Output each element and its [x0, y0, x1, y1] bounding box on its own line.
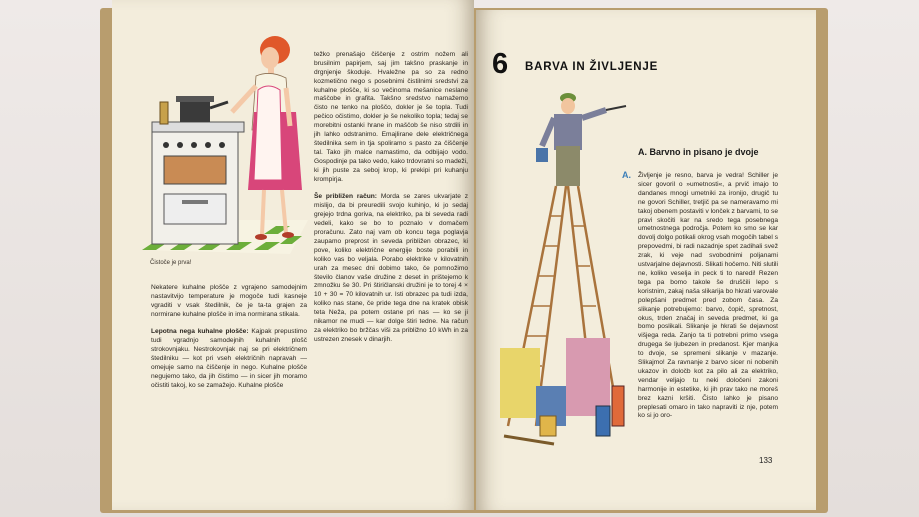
painter-figure	[536, 93, 626, 186]
page-number: 133	[759, 456, 773, 465]
woman-figure	[232, 36, 302, 240]
chapter-title: BARVA IN ŽIVLJENJE	[525, 61, 659, 73]
stove	[152, 122, 244, 244]
paint-supplies	[500, 338, 624, 444]
paragraph-cleaning: težko prenašajo čiščenje z ostrim nožem ali brusilnim papirjem, saj jim takšno praskanje in drgnjenje škoduje. Hvaležne pa so za redno kozmetično nego s posebnimi čistilnimi sredstvi za kuhalne plošče, ki so večinoma mešanice neslane maščobe in grafita. Takšno sredstvo namažemo čisto ne tenko na ploščo, dokler je še topla. Tudi pečico očistimo, dokler je še nekoliko topla; tedaj se morebitni ostanki hrane in maščob še niso strdili in jih lahko odstranimo. Emajlirane dele električnega štedilnika sem in tja spoliramo s pasto za čiščenje tal. Tako jih malce namastimo, da odbijajo vodo. Gospodinje pa tako vedo, kako trdovratni so madeži, ki jih puste za seboj krop, ki prekipi pri kuhanju krompirja.	[314, 50, 468, 183]
paragraph-cooktop-care: Kajpak prepustimo tudi vgradnjo samodejnih kuhalnih plošč strokovnjaku. Nestrokovnjak naj se pri električnem štedilniku — kot pri vseh električnih napravah — omejuje samo na čiščenje in nego. Kuhalne plošče negujemo tako, da jih čistimo — in sicer jih moramo očistiti takoj, ko se zamažejo. Kuhalne plošče	[151, 328, 307, 389]
left-column-1	[151, 275, 307, 391]
heading-cooktop-care: Lepotna nega kuhalne plošče:	[151, 328, 249, 336]
paragraph-estimate: Morda se zares ukvarjate z mislijo, da bi preuredili svojo kuhinjo, ki jo sedaj grejejo trdna goriva, na elektriko, pa bi seveda radi vedeli, kako se bo to poznalo v domačem proračunu. Zato naj vam ob koncu tega poglavja zaupamo preprost in seveda približen obrazec, ki pove, koliko električne energije boste porabili in koliko vas bo veljala. Porabo elektrike v kilovatnih urah za mesec dni dobimo tako, če pomnožimo število članov vaše družine z deset in prištejemo k zmnožku še 30. Pri štiričlanski družini je to torej 4 × 10 + 30 = 70 kilovatnih ur. Isti obrazec pa tudi izda, koliko nas stane, če pride tega dne na kratek obisk teta Neža, pa potem ostane pri nas — ko se ji nikamor ne mudi — kar dolge štiri tedne. Na račun za elektriko bo bržčas viši za približno 10 kWh in za ustrezen znesek v dinarjih.	[314, 193, 468, 343]
cook-illustration	[140, 30, 310, 262]
illustration-caption: Čistoče je prva!	[150, 260, 192, 266]
pot	[176, 96, 228, 122]
paragraph-cooktop: Nekatere kuhalne plošče z vgrajeno samodejnim nastavitvijo temperature je mogoče tudi kasneje vgraditi v vsak štedilnik, če je ta-ta grajen za normirane kuhalne plošče in ima normirana stikala.	[151, 283, 307, 318]
right-column: Življenje je resno, barva je vedra! Schiller je sicer govoril o »umetnosti«, a prvič imajo to dandanes mnogi umetniki za ironijo, drugič tu ne govori Schiller, tretjič pa se nameravamo mi takoj obenem postaviti v lonček z barvami, to se pravi skočiti kar na sredo tega posebnega umetnostnega področja. Potem ko smo se kar dovolj dolgo potikali okrog vsah mogočih tabel s prepovedmi, bi radi nazadnje spet zadihali svež zrak, ki veje nad svobodnimi poljanami ustvarjalne dejavnosti. Slikati hočemo. Niti slutili ne, koliko veselja in peck ti to naredi! Rezen tega pa bomo takole še druščili lepo s koristnim, zakaj naša slikarija bo hkrati varovale polepšani predmet pred zobom časa. Za slikanje potrebujemo: barvo, čopič, spretnost, okus, trden značaj in seveda predmet, ki ga bomo poslikali. Slikanje je hkrati še dejavnost višjega reda. Zanjo ta ti potrebni primo vsega drugega še ljubezen in predanost. Kjer manjka to dvoje, se spremeni slikanje v mazanje. Slikajmo! Za ravnanje z barvo sicer ni nobenih ukazov in določb kot za pilo ali za elektriko, vendar veljajo tu neki določeni zakoni harmonije in estetike, ki jih prav tako ne moreš brez kazni kršiti. Čisto lahko je pisano preplesati omaro in tako napraviti iz nje, potem ko si jo oro-	[638, 172, 779, 420]
bottle	[160, 102, 168, 124]
left-column-2	[314, 42, 468, 345]
chapter-number: 6	[492, 48, 509, 80]
heading-estimate: Še približen račun:	[314, 193, 377, 201]
section-title: A. Barvno in pisano je dvoje	[638, 147, 759, 157]
painter-illustration	[496, 86, 632, 456]
section-marker: A.	[622, 170, 631, 180]
